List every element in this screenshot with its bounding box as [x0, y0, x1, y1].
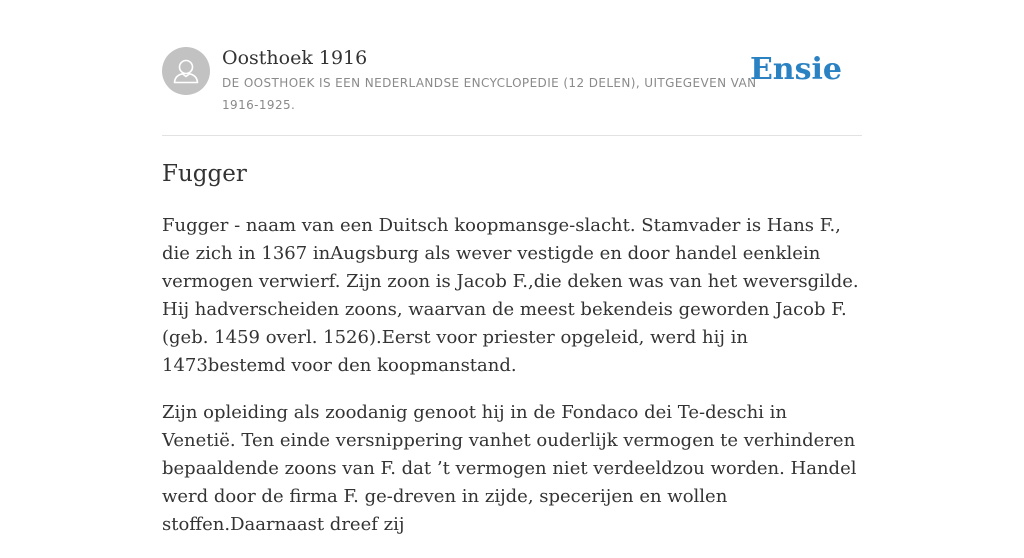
- source-header: [162, 46, 862, 116]
- source-description: DE OOSTHOEK IS EEN NEDERLANDSE ENCYCLOPEDIE (12 DELEN), UITGEGEVEN VAN 1916-1925.: [222, 76, 757, 112]
- article-title: Fugger: [162, 161, 247, 187]
- source-title[interactable]: Oosthoek 1916: [222, 47, 368, 69]
- article-paragraph: Zijn opleiding als zoodanig genoot hij in de Fondaco dei Te-deschi in Venetië. Ten einde versnippering vanhet ouderlijk vermogen te verhinderen bepaaldende zoons van F. dat ’t vermogen niet verdeeldzou worden. Handel werd door de firma F. ge-dreven in zijde, specerijen en wollen stoffen.Daarnaast dreef zij: [162, 402, 857, 535]
- article-paragraph: Fugger - naam van een Duitsch koopmansge-slacht. Stamvader is Hans F., die zich in 1367 inAugsburg als wever vestigde en door handel eenklein vermogen verwierf. Zijn zoon is Jacob F.,die deken was van het weversgilde. Hij hadverscheiden zoons, waarvan de meest bekendeis geworden Jacob F. (geb. 1459 overl. 1526).Eerst voor priester opgeleid, werd hij in 1473bestemd voor den koopmanstand.: [162, 215, 859, 376]
- ensie-logo[interactable]: Ensie: [749, 52, 842, 87]
- user-icon: [162, 47, 210, 95]
- avatar[interactable]: [162, 47, 210, 95]
- divider: [162, 135, 862, 136]
- article-body: [162, 212, 862, 558]
